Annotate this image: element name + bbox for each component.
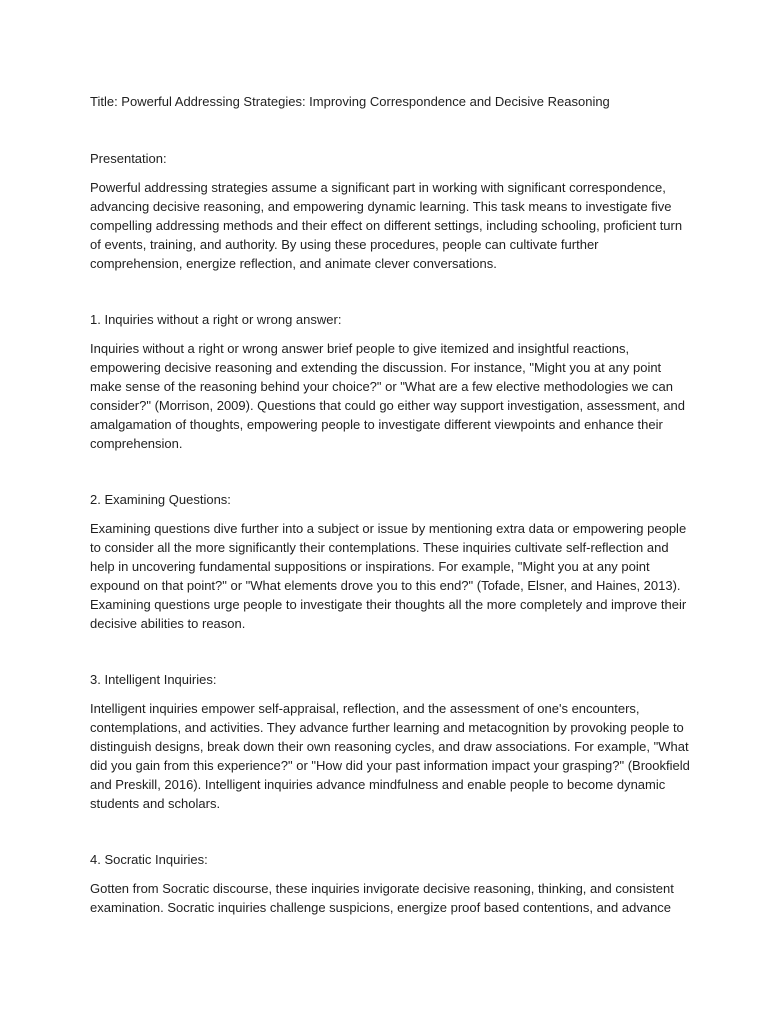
section-heading: 1. Inquiries without a right or wrong answer: <box>90 312 342 327</box>
section-presentation <box>90 149 690 273</box>
section-paragraph: Examining questions dive further into a subject or issue by mentioning extra data or empowering people to consider all the more significantly their contemplations. These inquiries cultivate self-reflection and help in uncovering fundamental suppositions or inspirations. For example, "Might you at any point expound on that point?" or "What elements drove you to this end?" (Tofade, Elsner, and Haines, 2013). Examining questions urge people to investigate their thoughts all the more completely and improve their decisive abilities to reason. <box>90 521 687 631</box>
document-page <box>90 92 690 954</box>
document-title: Title: Powerful Addressing Strategies: Improving Correspondence and Decisive Reasoning <box>90 94 610 109</box>
section-socratic-inquiries <box>90 850 690 917</box>
section-paragraph: Gotten from Socratic discourse, these inquiries invigorate decisive reasoning, thinking, and consistent examination. Socratic inquiries challenge suspicions, energize proof based contentions, and advance <box>90 881 674 915</box>
section-heading: Presentation: <box>90 151 167 166</box>
section-examining-questions <box>90 490 690 633</box>
section-open-ended-questions <box>90 310 690 453</box>
section-paragraph: Inquiries without a right or wrong answer brief people to give itemized and insightful reactions, empowering decisive reasoning and extending the discussion. For instance, "Might you at any point make sense of the reasoning behind your choice?" or "What are a few elective methodologies we can consider?" (Morrison, 2009). Questions that could go either way support investigation, assessment, and amalgamation of thoughts, empowering people to investigate different viewpoints and enhance their comprehension. <box>90 341 685 451</box>
section-paragraph: Powerful addressing strategies assume a significant part in working with significant correspondence, advancing decisive reasoning, and empowering dynamic learning. This task means to investigate five compelling addressing methods and their effect on different settings, including schooling, proficient turn of events, training, and authority. By using these procedures, people can cultivate further comprehension, energize reflection, and animate clever conversations. <box>90 180 683 271</box>
section-heading: 3. Intelligent Inquiries: <box>90 672 217 687</box>
section-heading: 4. Socratic Inquiries: <box>90 852 208 867</box>
section-intelligent-inquiries <box>90 670 690 813</box>
section-heading: 2. Examining Questions: <box>90 492 231 507</box>
section-paragraph: Intelligent inquiries empower self-appraisal, reflection, and the assessment of one's encounters, contemplations, and activities. They advance further learning and metacognition by provoking people to distinguish designs, break down their own reasoning cycles, and draw associations. For example, "What did you gain from this experience?" or "How did your past information impact your grasping?" (Brookfield and Preskill, 2016). Intelligent inquiries advance mindfulness and enable people to become dynamic students and scholars. <box>90 701 690 811</box>
